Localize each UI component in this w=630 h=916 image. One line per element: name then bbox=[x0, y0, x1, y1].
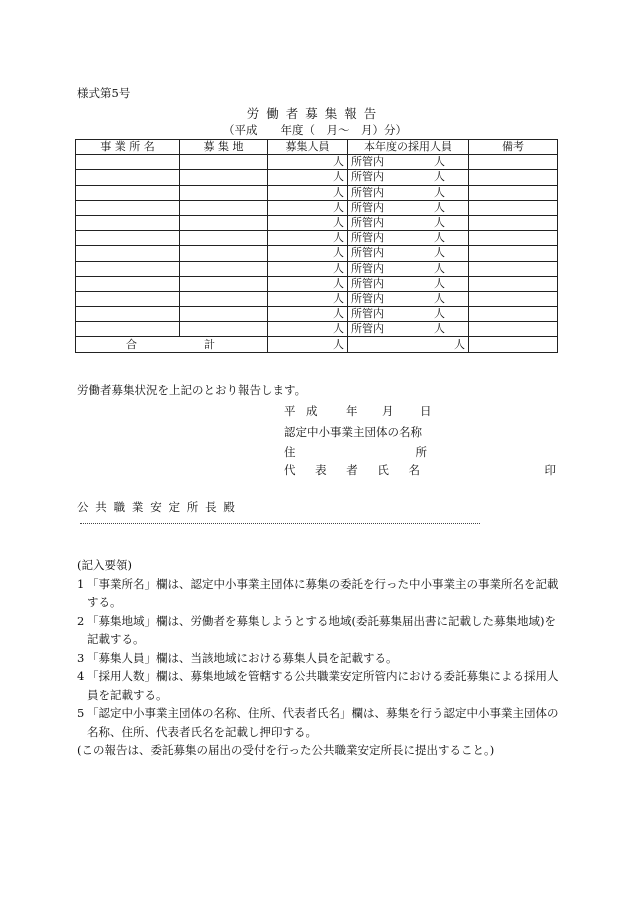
hired-count-cell[interactable] bbox=[348, 155, 469, 170]
recruit-count-cell[interactable] bbox=[268, 170, 348, 185]
remarks-cell[interactable] bbox=[469, 322, 558, 337]
unit-label: 人 bbox=[333, 322, 344, 336]
remarks-cell[interactable] bbox=[469, 307, 558, 322]
recruit-count-cell[interactable] bbox=[268, 246, 348, 261]
header-office-name: 事 業 所 名 bbox=[76, 140, 180, 155]
rep-char-2: 表 bbox=[315, 463, 327, 477]
recruit-area-cell[interactable] bbox=[180, 155, 268, 170]
instructions-footer: (この報告は、委託募集の届出の受付を行った公共職業安定所長に提出すること。) bbox=[77, 743, 495, 757]
recruit-count-cell[interactable] bbox=[268, 215, 348, 230]
unit-label: 人 bbox=[333, 231, 344, 245]
instruction-text: 「認定中小事業主団体の名称、住所、代表者氏名」欄は、募集を行う認定中小事業主団体の名称、住所、代表者氏名を記載し押印する。 bbox=[87, 706, 559, 739]
representative-label bbox=[284, 462, 420, 478]
office-name-cell[interactable] bbox=[76, 246, 180, 261]
jurisdiction-label: 所管内 bbox=[351, 291, 384, 305]
office-name-cell[interactable] bbox=[76, 215, 180, 230]
remarks-cell[interactable] bbox=[469, 155, 558, 170]
recruit-count-cell[interactable] bbox=[268, 276, 348, 291]
unit-label: 人 bbox=[434, 216, 445, 230]
instruction-item bbox=[77, 575, 563, 612]
instruction-number: 1 bbox=[77, 576, 85, 591]
unit-label: 人 bbox=[434, 307, 445, 321]
recruit-area-cell[interactable] bbox=[180, 170, 268, 185]
table-row bbox=[76, 291, 558, 306]
unit-label: 人 bbox=[333, 246, 344, 260]
office-name-cell[interactable] bbox=[76, 291, 180, 306]
jurisdiction-label: 所管内 bbox=[351, 200, 384, 214]
recruit-count-cell[interactable] bbox=[268, 200, 348, 215]
jurisdiction-label: 所管内 bbox=[351, 185, 384, 199]
hired-count-cell[interactable] bbox=[348, 291, 469, 306]
instructions-heading: (記入要領) bbox=[77, 558, 132, 572]
table-row bbox=[76, 246, 558, 261]
table-row bbox=[76, 231, 558, 246]
instruction-text: 「募集地域」欄は、労働者を募集しようとする地域(委託募集届出書に記載した募集地域)を記載する。 bbox=[87, 613, 556, 646]
instruction-text: 「募集人員」欄は、当該地域における募集人員を記載する。 bbox=[87, 650, 398, 665]
recruitment-table bbox=[75, 139, 558, 353]
unit-label: 人 bbox=[333, 170, 344, 184]
recruit-count-cell[interactable] bbox=[268, 291, 348, 306]
recruit-count-cell[interactable] bbox=[268, 307, 348, 322]
recruit-area-cell[interactable] bbox=[180, 246, 268, 261]
header-remarks: 備考 bbox=[469, 140, 558, 155]
recruit-area-cell[interactable] bbox=[180, 200, 268, 215]
instructions bbox=[77, 556, 563, 760]
address-label bbox=[284, 444, 427, 460]
unit-label: 人 bbox=[434, 261, 445, 275]
unit-label: 人 bbox=[434, 185, 445, 199]
hired-count-cell[interactable] bbox=[348, 200, 469, 215]
total-hired-unit: 人 bbox=[348, 337, 469, 352]
unit-label: 人 bbox=[434, 231, 445, 245]
office-name-cell[interactable] bbox=[76, 322, 180, 337]
unit-label: 人 bbox=[333, 216, 344, 230]
total-label: 合 計 bbox=[76, 337, 268, 352]
office-name-cell[interactable] bbox=[76, 200, 180, 215]
date-year: 年 bbox=[346, 404, 358, 418]
instruction-number: 3 bbox=[77, 650, 85, 665]
jurisdiction-label: 所管内 bbox=[351, 261, 384, 275]
date-month: 月 bbox=[382, 404, 394, 418]
jurisdiction-label: 所管内 bbox=[351, 246, 384, 260]
jurisdiction-label: 所管内 bbox=[351, 170, 384, 184]
hired-count-cell[interactable] bbox=[348, 261, 469, 276]
rep-char-4: 氏 bbox=[377, 463, 389, 477]
office-name-cell[interactable] bbox=[76, 307, 180, 322]
recruit-count-cell[interactable] bbox=[268, 155, 348, 170]
address-char-1: 住 bbox=[284, 445, 296, 459]
instruction-text: 「採用人数」欄は、募集地域を管轄する公共職業安定所管内における委託募集による採用人員を記載する。 bbox=[87, 669, 559, 702]
instruction-text: 「事業所名」欄は、認定中小事業主団体に募集の委託を行った中小事業主の事業所名を記載する。 bbox=[87, 576, 559, 609]
instruction-item bbox=[77, 649, 563, 668]
rep-char-3: 者 bbox=[346, 463, 358, 477]
unit-label: 人 bbox=[333, 155, 344, 169]
header-hired-count: 本年度の採用人員 bbox=[348, 140, 469, 155]
unit-label: 人 bbox=[333, 261, 344, 275]
recruit-area-cell[interactable] bbox=[180, 185, 268, 200]
header-recruit-count: 募集人員 bbox=[268, 140, 348, 155]
unit-label: 人 bbox=[434, 200, 445, 214]
unit-label: 人 bbox=[434, 276, 445, 290]
table-row bbox=[76, 200, 558, 215]
instruction-number: 2 bbox=[77, 613, 85, 628]
jurisdiction-label: 所管内 bbox=[351, 276, 384, 290]
signature-date bbox=[284, 403, 556, 419]
remarks-cell[interactable] bbox=[469, 231, 558, 246]
recruit-count-cell[interactable] bbox=[268, 185, 348, 200]
remarks-cell[interactable] bbox=[469, 170, 558, 185]
table-header-row bbox=[76, 140, 558, 155]
remarks-cell[interactable] bbox=[469, 291, 558, 306]
recruit-area-cell[interactable] bbox=[180, 276, 268, 291]
table-row bbox=[76, 185, 558, 200]
total-remarks bbox=[469, 337, 558, 352]
office-name-cell[interactable] bbox=[76, 276, 180, 291]
table-row bbox=[76, 261, 558, 276]
seal-mark: 印 bbox=[544, 463, 556, 477]
jurisdiction-label: 所管内 bbox=[351, 155, 384, 169]
table-row bbox=[76, 276, 558, 291]
org-name-label: 認定中小事業主団体の名称 bbox=[284, 425, 422, 439]
unit-label: 人 bbox=[434, 155, 445, 169]
office-name-cell[interactable] bbox=[76, 261, 180, 276]
hired-count-cell[interactable] bbox=[348, 185, 469, 200]
hired-count-cell[interactable] bbox=[348, 215, 469, 230]
date-char-hei: 平 bbox=[284, 404, 296, 418]
remarks-cell[interactable] bbox=[469, 185, 558, 200]
remarks-cell[interactable] bbox=[469, 200, 558, 215]
remarks-cell[interactable] bbox=[469, 246, 558, 261]
date-char-sei: 成 bbox=[306, 404, 318, 418]
hired-count-cell[interactable] bbox=[348, 170, 469, 185]
unit-label: 人 bbox=[333, 200, 344, 214]
total-recruit-unit: 人 bbox=[268, 337, 348, 352]
remarks-cell[interactable] bbox=[469, 276, 558, 291]
office-name-cell[interactable] bbox=[76, 231, 180, 246]
unit-label: 人 bbox=[333, 185, 344, 199]
recruit-area-cell[interactable] bbox=[180, 231, 268, 246]
table-row bbox=[76, 155, 558, 170]
header-recruit-area: 募 集 地 bbox=[180, 140, 268, 155]
office-name-cell[interactable] bbox=[76, 170, 180, 185]
instruction-number: 5 bbox=[77, 706, 85, 720]
recruit-count-cell[interactable] bbox=[268, 261, 348, 276]
unit-label: 人 bbox=[434, 322, 445, 336]
hired-count-cell[interactable] bbox=[348, 246, 469, 261]
table-row bbox=[76, 215, 558, 230]
form-number: 様式第5号 bbox=[77, 86, 131, 100]
unit-label: 人 bbox=[333, 307, 344, 321]
recruit-area-cell[interactable] bbox=[180, 307, 268, 322]
instructions-list bbox=[77, 575, 563, 742]
representative-line bbox=[284, 462, 556, 478]
instruction-item bbox=[77, 612, 563, 649]
instruction-number: 4 bbox=[77, 669, 85, 683]
recruit-count-cell[interactable] bbox=[268, 322, 348, 337]
table-row bbox=[76, 322, 558, 337]
hired-count-cell[interactable] bbox=[348, 307, 469, 322]
instruction-item bbox=[77, 667, 563, 704]
hired-count-cell[interactable] bbox=[348, 276, 469, 291]
recruit-count-cell[interactable] bbox=[268, 231, 348, 246]
page-title: 労働者募集報告 bbox=[246, 106, 384, 121]
unit-label: 人 bbox=[434, 246, 445, 260]
date-day: 日 bbox=[420, 404, 432, 418]
jurisdiction-label: 所管内 bbox=[351, 231, 384, 245]
table-row bbox=[76, 307, 558, 322]
report-period: （平成 年度（ 月～ 月）分） bbox=[223, 123, 407, 137]
recruit-area-cell[interactable] bbox=[180, 215, 268, 230]
hired-count-cell[interactable] bbox=[348, 231, 469, 246]
instruction-item bbox=[77, 704, 563, 741]
remarks-cell[interactable] bbox=[469, 215, 558, 230]
rep-char-5: 名 bbox=[408, 463, 420, 477]
table-total-row bbox=[76, 337, 558, 352]
jurisdiction-label: 所管内 bbox=[351, 322, 384, 336]
jurisdiction-label: 所管内 bbox=[351, 216, 384, 230]
unit-label: 人 bbox=[333, 291, 344, 305]
dotted-separator bbox=[80, 523, 480, 524]
jurisdiction-label: 所管内 bbox=[351, 307, 384, 321]
recruit-area-cell[interactable] bbox=[180, 291, 268, 306]
office-name-cell[interactable] bbox=[76, 185, 180, 200]
unit-label: 人 bbox=[434, 291, 445, 305]
table-body bbox=[76, 155, 558, 337]
unit-label: 人 bbox=[333, 276, 344, 290]
office-name-cell[interactable] bbox=[76, 155, 180, 170]
table-row bbox=[76, 170, 558, 185]
unit-label: 人 bbox=[434, 170, 445, 184]
address-char-2: 所 bbox=[415, 445, 427, 459]
remarks-cell[interactable] bbox=[469, 261, 558, 276]
hired-count-cell[interactable] bbox=[348, 322, 469, 337]
recruit-area-cell[interactable] bbox=[180, 261, 268, 276]
report-statement: 労働者募集状況を上記のとおり報告します。 bbox=[77, 383, 307, 397]
recruit-area-cell[interactable] bbox=[180, 322, 268, 337]
rep-char-1: 代 bbox=[284, 463, 296, 477]
addressee: 公共職業安定所長殿 bbox=[77, 500, 242, 514]
